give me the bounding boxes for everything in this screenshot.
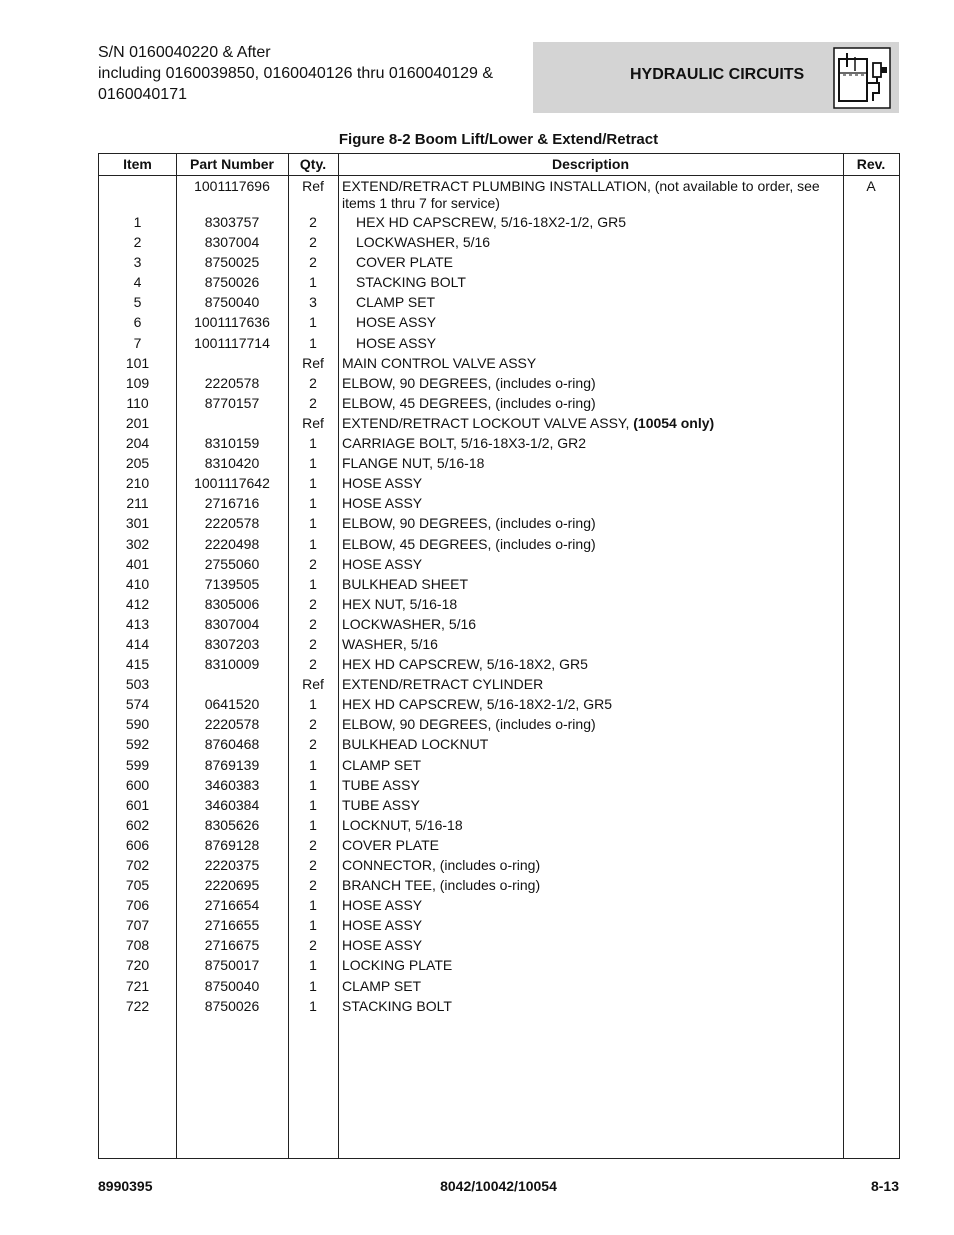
qty-cell: 2	[309, 857, 317, 873]
table-row	[99, 996, 899, 1016]
table-row	[99, 574, 899, 594]
description-text: HOSE ASSY	[342, 475, 423, 492]
part-number-cell: 2220498	[204, 535, 260, 552]
part-number-cell: 3460383	[204, 776, 260, 793]
description-text: EXTEND/RETRACT CYLINDER	[342, 676, 544, 693]
description-cell	[342, 795, 837, 814]
table-body	[99, 176, 899, 1016]
description-bold-note: (10054 only)	[633, 414, 715, 431]
description-text: BULKHEAD SHEET	[342, 575, 469, 592]
table-row	[99, 634, 899, 654]
item-cell: 503	[125, 676, 150, 693]
part-number-cell: 8769128	[204, 836, 260, 853]
item-cell: 210	[125, 475, 150, 492]
qty-cell: Ref	[302, 676, 324, 693]
description-text: ELBOW, 45 DEGREES, (includes o-ring)	[342, 535, 596, 552]
table-row	[99, 614, 899, 634]
table-row	[99, 473, 899, 493]
part-number-cell: 2716655	[204, 917, 260, 934]
table-row	[99, 915, 899, 935]
qty-cell: 1	[309, 435, 317, 452]
part-number-cell: 1001117636	[194, 314, 270, 331]
description-cell	[342, 272, 837, 291]
part-number-cell: 2716675	[204, 937, 260, 954]
part-number-cell: 8307004	[204, 615, 260, 632]
table-row	[99, 272, 899, 292]
table-row	[99, 594, 899, 614]
description-text: LOCKWASHER, 5/16	[356, 234, 491, 251]
qty-cell: 2	[309, 394, 317, 411]
header-description: Description	[551, 156, 629, 172]
footer-page-number: 8-13	[870, 1178, 899, 1194]
qty-cell: 2	[309, 214, 317, 230]
figure-title: Figure 8-2 Boom Lift/Lower & Extend/Retract	[338, 131, 659, 148]
qty-cell: 2	[309, 615, 317, 632]
table-row	[99, 976, 899, 996]
table-row	[99, 513, 899, 533]
qty-cell: 1	[309, 917, 317, 934]
part-number-cell: 8769139	[204, 756, 260, 773]
item-cell: 706	[125, 897, 150, 914]
qty-cell: 1	[309, 274, 317, 291]
part-number-cell: 8305626	[204, 816, 260, 833]
serial-number-block	[98, 42, 528, 105]
description-text: BRANCH TEE, (includes o-ring)	[342, 877, 541, 894]
qty-cell: 2	[309, 374, 317, 391]
qty-cell: 2	[309, 736, 317, 753]
item-cell: 201	[125, 414, 150, 431]
table-row	[99, 413, 899, 433]
part-number-cell: 2220578	[204, 716, 260, 733]
item-cell: 721	[125, 977, 150, 994]
description-text: HOSE ASSY	[342, 917, 423, 934]
table-row	[99, 694, 899, 714]
item-cell: 110	[126, 394, 149, 411]
description-cell	[342, 895, 837, 914]
description-cell	[342, 755, 837, 774]
part-number-cell: 0641520	[204, 696, 260, 713]
description-text: CONNECTOR, (includes o-ring)	[342, 857, 541, 873]
table-row	[99, 212, 899, 232]
description-text: WASHER, 5/16	[342, 635, 438, 652]
description-text: HEX HD CAPSCREW, 5/16-18X2, GR5	[342, 656, 588, 673]
description-cell	[342, 996, 837, 1015]
table-row	[99, 433, 899, 453]
description-text: HEX NUT, 5/16-18	[342, 595, 458, 612]
description-cell	[342, 955, 837, 974]
table-row	[99, 232, 899, 252]
description-cell	[342, 232, 837, 251]
table-row	[99, 895, 899, 915]
header-part-number: Part Number	[189, 156, 275, 172]
qty-cell: 2	[309, 555, 317, 572]
qty-cell: 1	[309, 816, 317, 833]
part-number-cell: 1001117696	[194, 178, 270, 194]
qty-cell: 1	[309, 997, 317, 1014]
table-row	[99, 176, 899, 212]
part-number-cell: 8750017	[204, 957, 260, 974]
description-cell	[342, 554, 837, 573]
item-cell: 413	[125, 615, 150, 632]
qty-cell: 1	[309, 535, 317, 552]
item-cell: 412	[125, 595, 150, 612]
description-text: HOSE ASSY	[342, 495, 423, 512]
part-number-cell: 8760468	[204, 736, 260, 753]
qty-cell: 1	[309, 475, 317, 492]
description-cell	[342, 252, 837, 271]
item-cell: 705	[125, 877, 150, 894]
item-cell: 414	[125, 635, 150, 652]
qty-cell: 1	[309, 314, 317, 331]
description-cell	[342, 875, 837, 894]
description-text: FLANGE NUT, 5/16-18	[342, 455, 485, 472]
description-text: COVER PLATE	[342, 836, 439, 853]
part-number-cell: 8750026	[204, 997, 260, 1014]
part-number-cell: 2716654	[204, 897, 260, 914]
qty-cell: 1	[309, 334, 317, 351]
item-cell: 7	[133, 334, 142, 351]
qty-cell: 1	[309, 756, 317, 773]
item-cell: 302	[125, 535, 150, 552]
part-number-cell: 8750040	[204, 977, 260, 994]
serial-line-1: S/N 0160040220 & After	[98, 44, 271, 61]
description-cell	[342, 433, 837, 452]
description-text: LOCKING PLATE	[342, 957, 453, 974]
table-row	[99, 955, 899, 975]
part-number-cell: 2220578	[204, 515, 260, 532]
hydraulic-reservoir-icon	[833, 47, 891, 114]
description-cell	[342, 614, 837, 633]
item-cell: 301	[125, 515, 150, 532]
description-cell	[342, 393, 837, 412]
item-cell: 592	[125, 736, 150, 753]
part-number-cell: 2716716	[204, 495, 260, 512]
section-title: HYDRAULIC CIRCUITS	[630, 66, 805, 83]
description-cell	[342, 333, 837, 352]
part-number-cell: 8310159	[204, 435, 260, 452]
description-text: CLAMP SET	[342, 977, 422, 994]
description-text: LOCKNUT, 5/16-18	[342, 816, 463, 833]
item-cell: 5	[133, 294, 142, 311]
table-row	[99, 674, 899, 694]
description-cell	[342, 634, 837, 653]
item-cell: 109	[125, 374, 150, 391]
description-text: EXTEND/RETRACT LOCKOUT VALVE ASSY,	[342, 414, 634, 431]
item-cell: 401	[125, 555, 150, 572]
part-number-cell: 8770157	[204, 394, 260, 411]
item-cell: 415	[125, 656, 150, 673]
table-row	[99, 815, 899, 835]
item-cell: 590	[125, 716, 150, 733]
item-cell: 101	[125, 354, 150, 371]
description-cell	[342, 694, 837, 713]
part-number-cell: 8310009	[204, 656, 260, 673]
table-row	[99, 554, 899, 574]
description-cell	[342, 915, 837, 934]
part-number-cell: 8305006	[204, 595, 260, 612]
part-number-cell: 3460384	[204, 796, 260, 813]
item-cell: 2	[133, 234, 142, 251]
description-cell	[342, 493, 837, 512]
description-text: CARRIAGE BOLT, 5/16-18X3-1/2, GR2	[342, 435, 587, 452]
table-row	[99, 755, 899, 775]
table-row	[99, 292, 899, 312]
table-row	[99, 654, 899, 674]
header-rev: Rev.	[856, 156, 886, 172]
description-text: ELBOW, 90 DEGREES, (includes o-ring)	[342, 374, 596, 391]
part-number-cell: 8310420	[204, 455, 260, 472]
qty-cell: 1	[309, 696, 317, 713]
description-text: HOSE ASSY	[342, 555, 423, 572]
qty-cell: Ref	[302, 354, 324, 371]
description-text: CLAMP SET	[356, 294, 436, 311]
description-cell	[342, 373, 837, 392]
table-row	[99, 875, 899, 895]
table-row	[99, 775, 899, 795]
part-number-cell: 8303757	[204, 214, 260, 230]
description-text: MAIN CONTROL VALVE ASSY	[342, 354, 537, 371]
description-cell	[342, 594, 837, 613]
qty-cell: 2	[309, 937, 317, 954]
qty-cell: 1	[309, 776, 317, 793]
description-text: ELBOW, 90 DEGREES, (includes o-ring)	[342, 716, 596, 733]
description-text: HOSE ASSY	[356, 334, 437, 351]
qty-cell: Ref	[302, 414, 324, 431]
item-cell: 204	[125, 435, 150, 452]
description-cell	[342, 976, 837, 995]
description-cell	[342, 473, 837, 492]
table-row	[99, 855, 899, 875]
item-cell: 602	[125, 816, 150, 833]
description-text: ELBOW, 45 DEGREES, (includes o-ring)	[342, 394, 596, 411]
header-qty: Qty.	[299, 156, 327, 172]
description-text: CLAMP SET	[342, 756, 422, 773]
table-row	[99, 393, 899, 413]
description-text: TUBE ASSY	[342, 796, 420, 813]
part-number-cell: 8750040	[204, 294, 260, 311]
description-text: HEX HD CAPSCREW, 5/16-18X2-1/2, GR5	[356, 214, 626, 230]
description-cell	[342, 353, 837, 372]
part-number-cell: 8750025	[204, 254, 260, 271]
description-cell	[342, 775, 837, 794]
item-cell: 722	[125, 997, 150, 1014]
description-cell	[342, 413, 837, 432]
table-row	[99, 493, 899, 513]
table-row	[99, 714, 899, 734]
description-text: EXTEND/RETRACT PLUMBING INSTALLATION, (not available to order, see items 1 thru 7 for service)	[342, 178, 820, 211]
description-text: ELBOW, 90 DEGREES, (includes o-ring)	[342, 515, 596, 532]
qty-cell: 2	[309, 836, 317, 853]
description-cell	[342, 815, 837, 834]
qty-cell: 2	[309, 716, 317, 733]
description-cell	[342, 835, 837, 854]
description-text: STACKING BOLT	[342, 997, 452, 1014]
description-text: HOSE ASSY	[342, 937, 423, 954]
item-cell: 205	[125, 455, 150, 472]
table-row	[99, 252, 899, 272]
item-cell: 600	[125, 776, 150, 793]
part-number-cell: 8307203	[204, 635, 260, 652]
item-cell: 708	[125, 937, 150, 954]
parts-table	[98, 153, 900, 1159]
qty-cell: 1	[309, 957, 317, 974]
qty-cell: 1	[309, 515, 317, 532]
qty-cell: 3	[309, 294, 317, 311]
item-cell: 410	[125, 575, 150, 592]
qty-cell: 2	[309, 877, 317, 894]
qty-cell: 1	[309, 796, 317, 813]
description-cell	[342, 734, 837, 753]
item-cell: 574	[125, 696, 150, 713]
qty-cell: 1	[309, 977, 317, 994]
qty-cell: 1	[309, 897, 317, 914]
description-cell	[342, 212, 837, 231]
table-row	[99, 835, 899, 855]
item-cell: 702	[125, 857, 150, 873]
item-cell: 606	[125, 836, 150, 853]
table-row	[99, 453, 899, 473]
serial-line-3: 0160040171	[98, 86, 187, 103]
table-row	[99, 373, 899, 393]
description-cell	[342, 714, 837, 733]
description-cell	[342, 513, 837, 532]
footer-model-numbers: 8042/10042/10054	[440, 1178, 557, 1194]
item-cell: 720	[125, 957, 150, 974]
description-cell	[342, 534, 837, 553]
description-cell	[342, 935, 837, 954]
part-number-cell: 2220578	[204, 374, 260, 391]
part-number-cell: 8750026	[204, 274, 260, 291]
header-item: Item	[123, 156, 152, 172]
description-text: BULKHEAD LOCKNUT	[342, 736, 489, 753]
item-cell: 211	[126, 495, 149, 512]
table-row	[99, 333, 899, 353]
description-cell	[342, 574, 837, 593]
qty-cell: 1	[309, 495, 317, 512]
table-row	[99, 795, 899, 815]
serial-line-2: including 0160039850, 0160040126 thru 0160040129 &	[98, 65, 494, 82]
description-text: STACKING BOLT	[356, 274, 466, 291]
table-row	[99, 353, 899, 373]
description-cell	[342, 176, 837, 212]
item-cell: 707	[125, 917, 150, 934]
qty-cell: 2	[309, 254, 317, 271]
part-number-cell: 1001117642	[194, 475, 270, 492]
qty-cell: Ref	[302, 178, 324, 194]
part-number-cell: 1001117714	[194, 334, 270, 351]
description-cell	[342, 292, 837, 311]
description-text: COVER PLATE	[356, 254, 453, 271]
description-text: TUBE ASSY	[342, 776, 420, 793]
rev-cell: A	[866, 178, 876, 194]
item-cell: 3	[133, 254, 142, 271]
description-cell	[342, 312, 837, 331]
table-row	[99, 534, 899, 554]
description-text: HEX HD CAPSCREW, 5/16-18X2-1/2, GR5	[342, 696, 612, 713]
part-number-cell: 2220375	[204, 857, 260, 873]
table-row	[99, 935, 899, 955]
table-row	[99, 734, 899, 754]
part-number-cell: 7139505	[204, 575, 260, 592]
part-number-cell: 8307004	[204, 234, 260, 251]
qty-cell: 2	[309, 656, 317, 673]
description-text: HOSE ASSY	[342, 897, 423, 914]
description-cell	[342, 654, 837, 673]
part-number-cell: 2220695	[204, 877, 260, 894]
description-text: HOSE ASSY	[356, 314, 437, 331]
part-number-cell: 2755060	[204, 555, 260, 572]
item-cell: 6	[133, 314, 142, 331]
qty-cell: 2	[309, 595, 317, 612]
footer-doc-number: 8990395	[98, 1178, 153, 1194]
item-cell: 601	[125, 796, 150, 813]
description-cell	[342, 855, 837, 874]
description-text: LOCKWASHER, 5/16	[342, 615, 477, 632]
item-cell: 1	[133, 214, 142, 230]
item-cell: 4	[133, 274, 142, 291]
qty-cell: 2	[309, 234, 317, 251]
qty-cell: 1	[309, 455, 317, 472]
section-header	[533, 42, 899, 113]
table-row	[99, 312, 899, 332]
qty-cell: 2	[309, 635, 317, 652]
qty-cell: 1	[309, 575, 317, 592]
item-cell: 599	[125, 756, 150, 773]
description-cell	[342, 453, 837, 472]
description-cell	[342, 674, 837, 693]
